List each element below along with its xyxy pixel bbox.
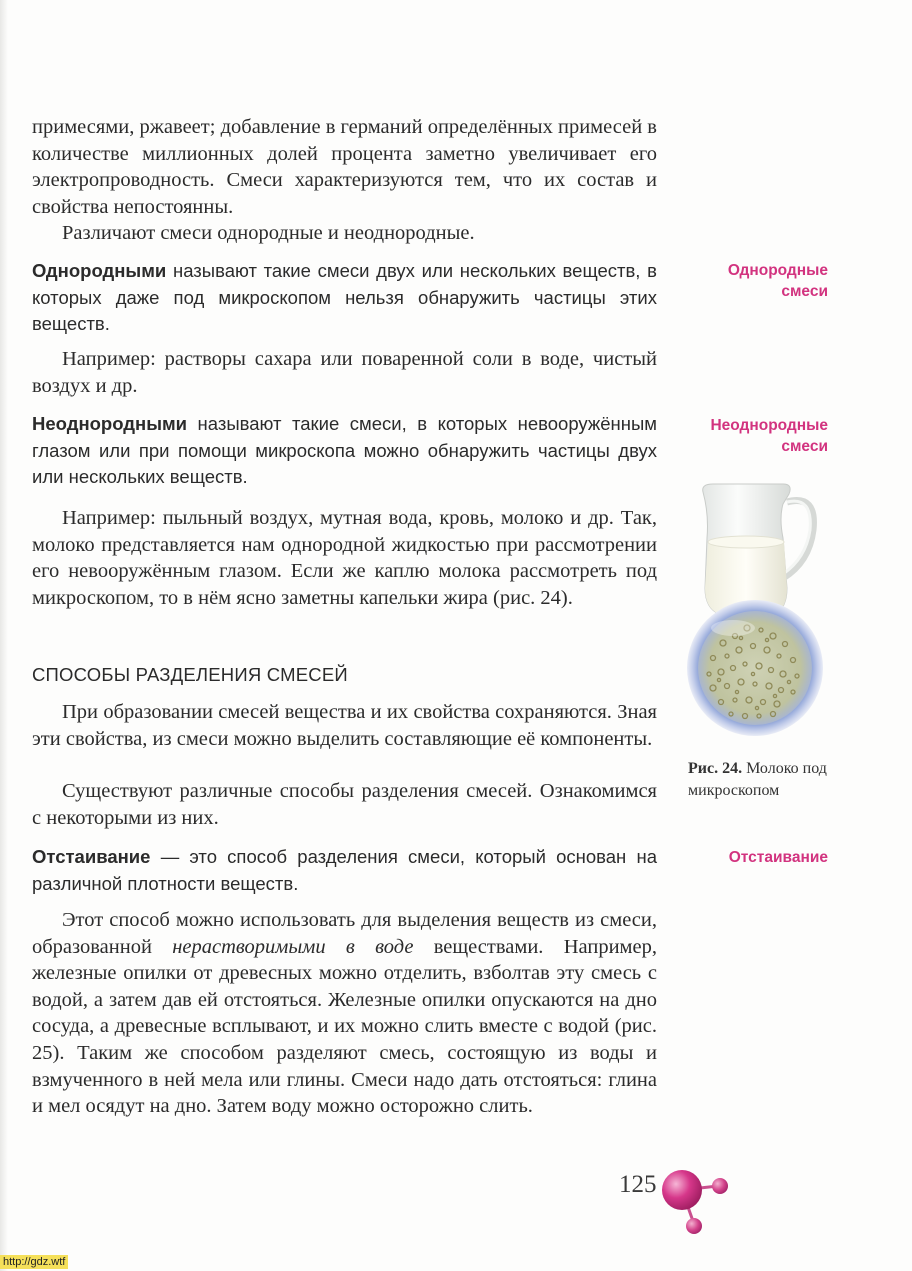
definition-heterogeneous xyxy=(32,411,657,491)
paragraph-intro-text: примесями, ржавеет; добавление в германий определённых примесей в количестве миллионных долей процента заметно увеличивает его электропроводность. Смеси характеризуются тем, что их состав и свойства непостоянны. xyxy=(32,116,657,218)
paragraph-types-text: Различают смеси однородные и неоднородные. xyxy=(62,222,475,244)
definition-homogeneous-text: называют такие смеси двух или нескольких веществ, в которых даже под микроскопом нельзя обнаружить частицы этих веществ. xyxy=(32,260,657,335)
margin-note-heterogeneous-line1: Неоднородные xyxy=(710,417,828,434)
milk-microscope-illustration xyxy=(683,478,823,748)
definition-heterogeneous-text: называют такие смеси, в которых невооружённым глазом или при помощи микроскопа можно обнаружить частицы двух или нескольких веществ. xyxy=(32,413,657,488)
paragraph-example-2 xyxy=(32,505,657,611)
paragraph-separation xyxy=(32,699,657,752)
definition-settling-text: — это способ разделения смеси, который основан на различной плотности веществ. xyxy=(32,846,657,894)
milk-jug-icon xyxy=(703,484,814,614)
term-heterogeneous: Неоднородными xyxy=(32,413,188,434)
paragraph-methods xyxy=(32,778,657,831)
paragraph-settling-text-a: Этот способ можно использовать для выделения веществ из смеси, образованной xyxy=(32,909,657,958)
page-edge-shadow xyxy=(0,0,8,1271)
page-number: 125 xyxy=(619,1171,657,1198)
definition-homogeneous xyxy=(32,258,657,338)
margin-note-settling xyxy=(648,847,828,868)
margin-note-settling-text: Отстаивание xyxy=(728,849,828,866)
paragraph-intro xyxy=(32,114,657,220)
figure-caption-text: Молоко под микроскопом xyxy=(688,760,827,799)
figure-caption xyxy=(688,758,848,802)
margin-note-homogeneous-line1: Однородные xyxy=(727,262,828,279)
molecule-decoration-icon xyxy=(650,1160,740,1240)
paragraph-settling-example xyxy=(32,907,657,1120)
term-settling: Отстаивание xyxy=(32,846,151,867)
paragraph-example-1 xyxy=(32,346,657,399)
microscope-view-icon xyxy=(687,600,823,736)
margin-note-heterogeneous xyxy=(648,415,828,457)
paragraph-separation-text: При образовании смесей вещества и их свойства сохраняются. Зная эти свойства, из смеси можно выделить составляющие её компоненты. xyxy=(32,701,657,750)
watermark-url: http://gdz.wtf xyxy=(0,1255,68,1269)
paragraph-example-2-text: Например: пыльный воздух, мутная вода, кровь, молоко и др. Так, молоко представляется нам однородной жидкостью при рассмотрении его невооружённым глазом. Если же каплю молока рассмотреть под микроскопом, то в нём ясно заметны капельки жира (рис. 24). xyxy=(32,507,657,609)
paragraph-example-1-text: Например: растворы сахара или поваренной соли в воде, чистый воздух и др. xyxy=(32,348,657,397)
term-homogeneous: Однородными xyxy=(32,260,167,281)
figure-caption-label: Рис. 24. xyxy=(688,760,743,777)
definition-settling xyxy=(32,844,657,897)
paragraph-types xyxy=(32,220,657,247)
margin-note-homogeneous xyxy=(648,260,828,302)
margin-note-homogeneous-line2: смеси xyxy=(781,283,828,300)
paragraph-settling-text-b: веществами. Например, железные опилки от древесных можно отделить, взболтав эту смесь с водой, а затем дав ей отстояться. Железные опилки опускаются на дно сосуда, а древесные всплывают, и их можно слить вместе с водой (рис. 25). Таким же способом разделяют смесь, состоящую из воды и взмученного в ней мела или глины. Смеси надо дать отстояться: глина и мел осядут на дно. Затем воду можно осторожно слить. xyxy=(32,935,657,1118)
paragraph-settling-italic: нерастворимыми в воде xyxy=(172,935,414,958)
paragraph-methods-text: Существуют различные способы разделения смесей. Ознакомимся с некоторыми из них. xyxy=(32,780,657,829)
section-heading: СПОСОБЫ РАЗДЕЛЕНИЯ СМЕСЕЙ xyxy=(32,664,348,685)
margin-note-heterogeneous-line2: смеси xyxy=(781,438,828,455)
